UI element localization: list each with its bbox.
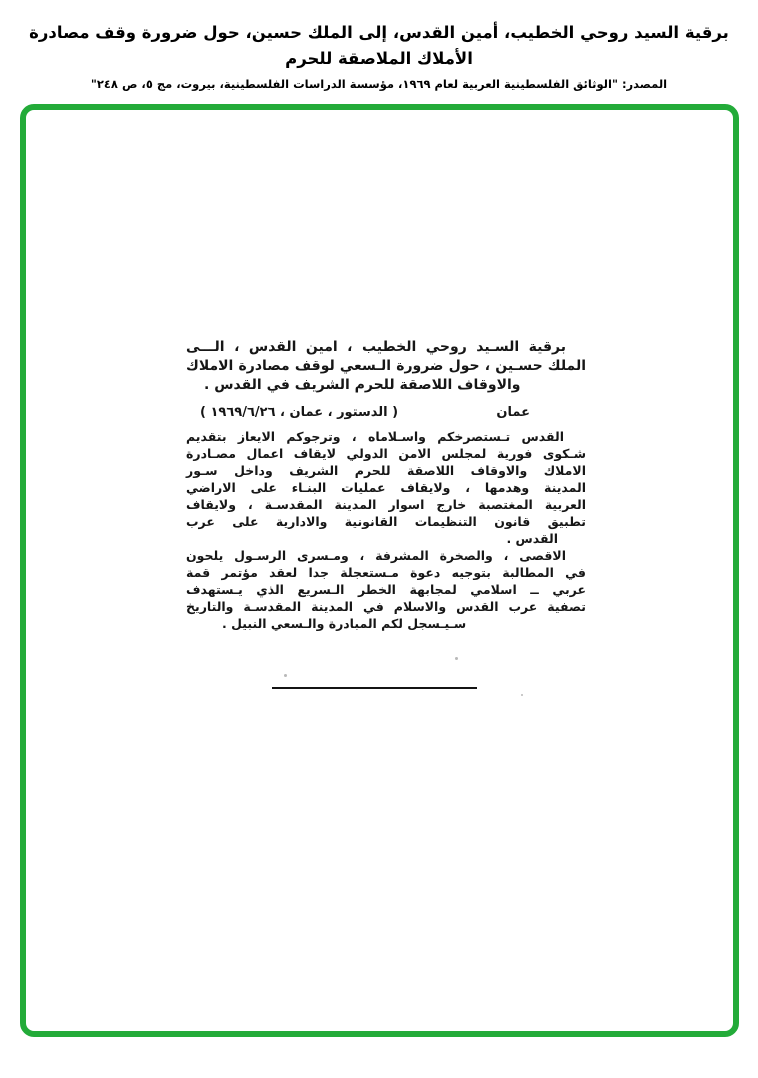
paragraph-line: القدس . [506, 531, 558, 546]
paragraph-line: تطبيق قانون التنظيمات القانونية والادارية على عرب [186, 514, 586, 529]
dateline-city: عمان [496, 405, 530, 420]
source-citation: المصدر: "الوثائق الفلسطينية العربية لعام ١٩٦٩، مؤسسة الدراسات الفلسطينية، بيروت، مج ٥، ص ٢٤٨" [90, 77, 668, 91]
paragraph-line: الاقصى ، والصخرة المشرفة ، ومـسرى الرسـول يلحون [186, 548, 566, 563]
scan-speck [455, 657, 458, 660]
telegram-title [186, 338, 586, 395]
dateline-citation: ( الدستور ، عمان ، ١٩٦٩/٦/٢٦ ) [200, 405, 399, 420]
paragraph-line: الاملاك والاوقاف اللاصقة للحرم الشريف وداخل سـور [186, 463, 586, 478]
scan-speck [521, 694, 523, 696]
paragraph-line: في المطالبة بتوجيه دعوة مـستعجلة جدا لعقد مؤتمر قمة [186, 565, 586, 580]
telegram-paragraph-1 [186, 428, 586, 547]
telegram-title-line: برقية السـيد روحي الخطيب ، امين القدس ، الـــى [186, 339, 566, 355]
scan-speck [284, 674, 287, 677]
paragraph-line: سـيـسجل لكم المبادرة والـسعي النبيل . [222, 616, 467, 631]
paragraph-line: شـكوى فورية لمجلس الامن الدولي لايقاف اعمال مصـادرة [186, 446, 586, 461]
telegram-scan [186, 338, 586, 632]
paragraph-line: القدس تـستصرخكم واسـلاماه ، وترجوكم الايعاز بتقديم [186, 429, 564, 444]
paragraph-line: تصفية عرب القدس والاسلام في المدينة المقدسـة والتاريخ [186, 599, 586, 614]
dateline [186, 404, 586, 421]
page-title: برقية السيد روحي الخطيب، أمين القدس، إلى الملك حسين، حول ضرورة وقف مصادرة الأملاك الملاصقة للحرم [29, 23, 729, 68]
paragraph-line: عربي ــ اسلامي لمجابهة الخطر الـسريع الذي يـستهدف [186, 582, 586, 597]
paragraph-line: المدينة وهدمها ، ولايقاف عمليات البنـاء على الاراضي [186, 480, 586, 495]
paragraph-line: العربية المغتصبة خارج اسوار المدينة المقدسـة ، ولايقاف [186, 497, 586, 512]
telegram-title-line: والاوقاف اللاصقة للحرم الشريف في القدس . [204, 377, 521, 393]
telegram-paragraph-2 [186, 547, 586, 632]
page-header [0, 20, 758, 93]
telegram-title-line: الملك حسـين ، حول ضرورة الـسعي لوقف مصادرة الاملاك [186, 358, 586, 374]
separator-line [272, 687, 477, 689]
